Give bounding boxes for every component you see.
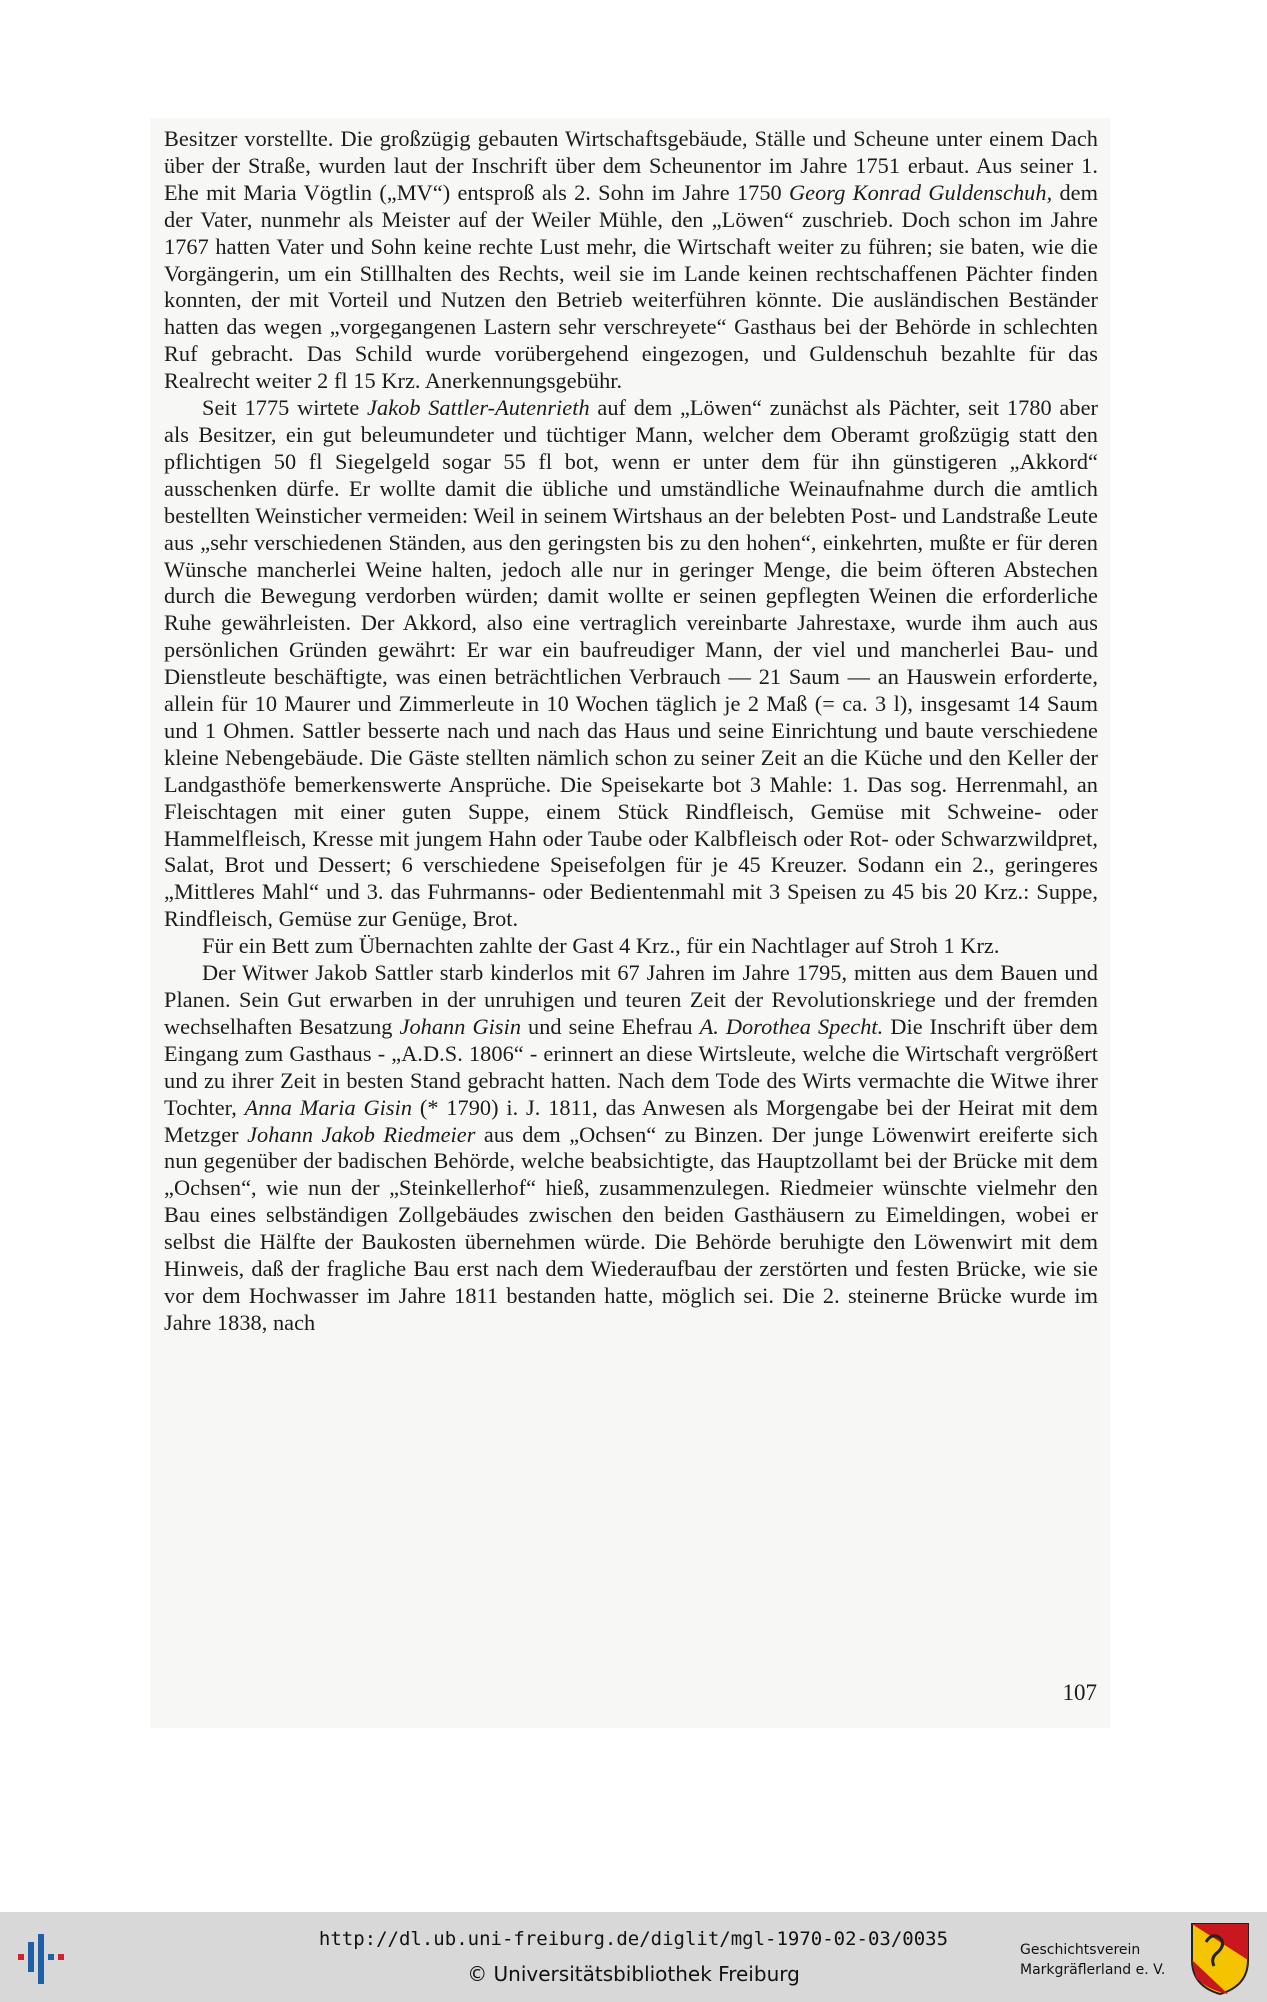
italic-name: Johann Gisin: [399, 1013, 522, 1039]
text-run: Die Inschrift über dem Eingang zum Gasthaus - „A.D.S. 1806“ - erinnert an diese Wirtsleute, welche die Wirtschaft vergrößert und zu ihrer Zeit in besten Stand gebracht hatten. Nach dem Tode des Wirts vermachte die Witwe ihrer Tochter,: [164, 1013, 1099, 1120]
italic-name: A. Dorothea Specht.: [699, 1013, 884, 1039]
text-run: und seine Ehefrau: [521, 1013, 700, 1039]
coat-of-arms-icon[interactable]: [1188, 1920, 1252, 1996]
text-run: Seit 1775 wirtete: [202, 395, 368, 421]
italic-name: Georg Konrad Guldenschuh,: [789, 179, 1053, 205]
page-body-text: [164, 126, 1098, 1337]
viewer-footer: [0, 1912, 1267, 2002]
paragraph: [164, 126, 1098, 395]
copyright-credit: © Universitätsbibliothek Freiburg: [467, 1962, 800, 1986]
text-run: auf dem „Löwen“ zunächst als Pächter, seit 1780 aber als Besitzer, ein gut beleumundeter und tüchtiger Mann, welcher dem Oberamt großzügig statt den pflichtigen 50 fl Siegelgeld sogar 55 fl bot, wenn er unter dem für ihn günstigeren „Akkord“ ausschenken dürfe. Er wollte damit die übliche und umständliche Weinaufnahme durch die amtlich bestellten Weinsticher vermeiden: Weil in seinem Wirtshaus an der belebten Post- und Landstraße Leute aus „sehr verschiedenen Ständen, aus den geringsten bis zu den hohen“, einkehrten, mußte er für deren Wünsche mancherlei Weine halten, jedoch alle nur in geringer Menge, die beim öfteren Abstechen durch die Bewegung verdorben würden; damit wollte er seinen gepflegten Weinen die erforderliche Ruhe gewährleisten. Der Akkord, also eine vertraglich vereinbarte Jahrestaxe, wurde ihm auch aus persönlichen Gründen gewährt: Er war ein baufreudiger Mann, der viel und mancherlei Bau- und Dienstleute beschäftigte, was einen beträchtlichen Verbrauch — 21 Saum — an Hauswein erforderte, allein für 10 Maurer und Zimmerleute in 10 Wochen täglich je 2 Maß (= ca. 3 l), insgesamt 14 Saum und 1 Ohmen. Sattler besserte nach und nach das Haus und seine Einrichtung und baute verschiedene kleine Nebengebäude. Die Gäste stellten nämlich schon zu seiner Zeit an die Küche und den Keller der Landgasthöfe bemerkenswerte Ansprüche. Die Speisekarte bot 3 Mahle: 1. Das sog. Herrenmahl, an Fleischtagen mit einer guten Suppe, einem Stück Rindfleisch, Gemüse mit Schweine- oder Hammelfleisch, Kresse mit jungem Hahn oder Taube oder Kalbfleisch oder Rot- oder Schwarzwildpret, Salat, Brot und Dessert; 6 verschiedene Speisefolgen für je 45 Kreuzer. Sodann ein 2., geringeres „Mittleres Mahl“ und 3. das Fuhrmanns- oder Bedientenmahl mit 3 Speisen zu 45 bis 20 Krz.: Suppe, Rindfleisch, Gemüse zur Genüge, Brot.: [164, 395, 1098, 932]
paragraph: [164, 395, 1098, 933]
italic-name: Anna Maria Gisin: [244, 1094, 413, 1120]
permalink-url[interactable]: http://dl.ub.uni-freiburg.de/diglit/mgl-1970-02-03/0035: [318, 1928, 949, 1950]
text-run: dem der Vater, nunmehr als Meister auf der Weiler Mühle, den „Löwen“ zuschrieb. Doch schon im Jahre 1767 hatten Vater und Sohn keine rechte Lust mehr, die Wirtschaft weiter zu führen; sie baten, wie die Vorgängerin, um ein Stillhalten des Rechts, weil sie im Lande keinen rechtschaffenen Pächter finden konnten, der mit Vorteil und Nutzen den Betrieb weiterführen könnte. Die ausländischen Beständer hatten das wegen „vorgegangenen Lastern sehr verschreyete“ Gasthaus bei der Behörde in schlechten Ruf gebracht. Das Schild wurde vorübergehend eingezogen, und Guldenschuh bezahlte für das Realrecht weiter 2 fl 15 Krz. Anerkennungsgebühr.: [164, 179, 1099, 394]
society-name-line1: Geschichtsverein: [1020, 1942, 1141, 1958]
paragraph: [164, 933, 1098, 960]
page-number: 107: [1062, 1680, 1097, 1705]
text-run: Der Witwer Jakob Sattler starb kinderlos mit 67 Jahren im Jahre 1795, mitten aus dem Bauen und Planen. Sein Gut erwarben in der unruhigen und teuren Zeit der Revolutionskriege und der fremden wechselhaften Besatzung: [164, 960, 1098, 1039]
italic-name: Jakob Sattler-Autenrieth: [367, 395, 590, 421]
text-run: (* 1790) i. J. 1811, das Anwesen als Morgengabe bei der Heirat mit dem Metzger: [164, 1094, 1099, 1147]
text-run: Besitzer vorstellte. Die großzügig gebauten Wirtschaftsgebäude, Ställe und Scheune unter einem Dach über der Straße, wurden laut der Inschrift über dem Scheunentor im Jahre 1751 erbaut. Aus seiner 1. Ehe mit Maria Vögtlin („MV“) entsproß als 2. Sohn im Jahre 1750: [164, 126, 1098, 205]
text-run: Für ein Bett zum Übernachten zahlte der Gast 4 Krz., für ein Nachtlager auf Stroh 1 Krz.: [202, 933, 1000, 959]
society-name-line2: Markgräflerland e. V.: [1020, 1962, 1166, 1978]
text-run: aus dem „Ochsen“ zu Binzen. Der junge Löwenwirt ereiferte sich nun gegenüber der badischen Behörde, welche beabsichtigte, das Hauptzollamt bei der Brücke mit dem „Ochsen“, wie nun der „Steinkellerhof“ hieß, zusammenzulegen. Riedmeier wünschte vielmehr den Bau eines selbständigen Zollgebäudes zwischen den beiden Gasthäusern zu Eimeldingen, wobei er selbst die Hälfte der Baukosten übernehmen würde. Die Behörde beruhigte den Löwenwirt mit dem Hinweis, daß der fragliche Bau erst nach dem Wiederaufbau der zerstörten und festen Brücke, wie sie vor dem Hochwasser im Jahre 1811 bestanden hatte, möglich sei. Die 2. steinerne Brücke wurde im Jahre 1838, nach: [164, 1121, 1098, 1335]
italic-name: Johann Jakob Riedmeier: [247, 1121, 476, 1147]
society-name: [1020, 1940, 1180, 1980]
paragraph: [164, 960, 1098, 1337]
